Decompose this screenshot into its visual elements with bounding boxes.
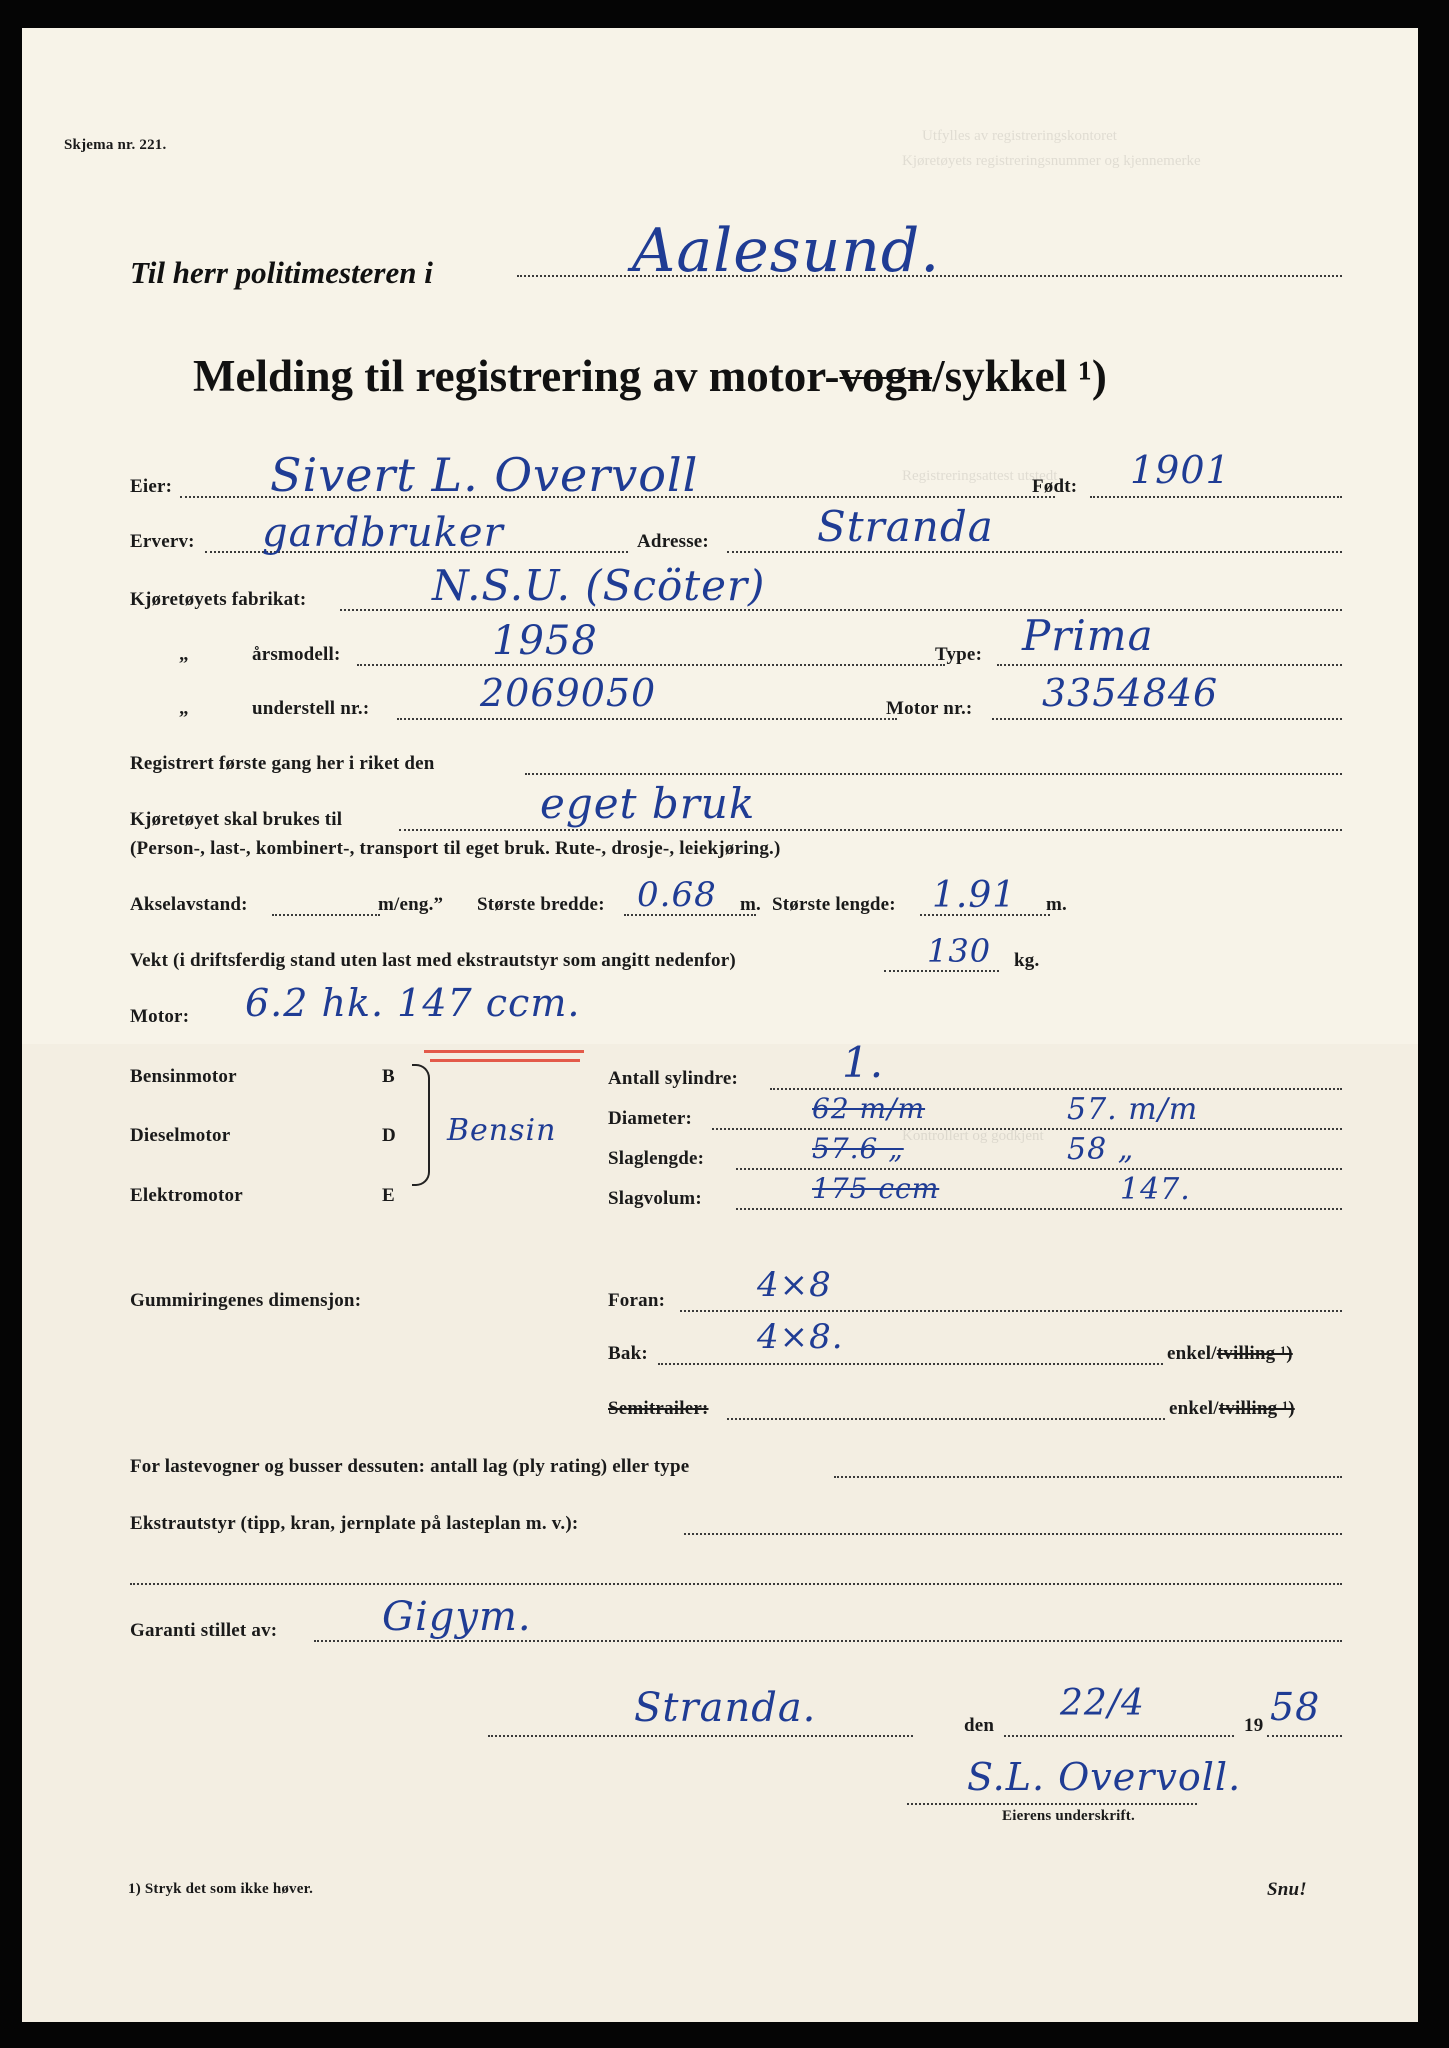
fabrikat-label: Kjøretøyets fabrikat: [130,589,307,610]
motortype-selected: Bensin [447,1113,557,1148]
date-value: 22/4 [1060,1683,1145,1724]
den-label: den [964,1715,995,1736]
slagvolum-label: Slagvolum: [608,1188,702,1209]
vekt-line [884,970,999,972]
garanti-line [314,1640,1342,1642]
title-prefix: Melding til registrering av motor- [193,351,840,401]
type-label: Type: [935,644,983,665]
understell-value: 2069050 [480,671,657,715]
type-line [997,664,1342,666]
foran-label: Foran: [608,1290,666,1311]
understell-line [397,718,897,720]
sylindre-label: Antall sylindre: [608,1068,739,1089]
semitrailer-label-struck: Semitrailer: [608,1398,709,1419]
bak-tvilling-struck: tvilling ¹) [1216,1343,1293,1364]
lengde-label: Største lengde: [772,894,896,915]
place-line [488,1735,913,1737]
slaglengde-line [736,1168,1342,1170]
registrert-label: Registrert første gang her i riket den [130,753,435,774]
motortype-name: Dieselmotor [130,1125,231,1146]
bredde-value: 0.68 [637,875,717,915]
diameter-line [712,1128,1342,1130]
year-value: 58 [1270,1685,1321,1729]
motor-label: Motor: [130,1006,190,1027]
diameter-old-value: 62 m/m [812,1092,926,1125]
bredde-unit: m. [740,894,761,915]
bak-line [658,1363,1163,1365]
eier-label: Eier: [130,476,173,497]
motor-value: 6.2 hk. 147 ccm. [245,981,581,1025]
signature-line [907,1803,1197,1805]
year-prefix: 19 [1244,1715,1264,1736]
lengde-value: 1.91 [932,875,1017,916]
motortype-brace [412,1122,430,1186]
red-pencil-mark [430,1059,580,1062]
slagvolum-line [736,1208,1342,1210]
bleed-through-text: Kjøretøyets registreringsnummer og kjennemerke [902,153,1201,169]
slaglengde-value: 58 „ [1067,1132,1135,1167]
lengde-unit: m. [1046,894,1067,915]
lastevogner-label: For lastevogner og busser dessuten: antall lag (ply rating) eller type [130,1456,690,1477]
bleed-through-text: Utfylles av registreringskontoret [922,128,1117,144]
slagvolum-value: 147. [1120,1172,1191,1207]
date-line [1004,1735,1234,1737]
bruk-line [399,829,1342,831]
adresse-line [727,551,1342,553]
motortype-brace [412,1064,430,1124]
form-sheet [22,28,1418,2022]
aksel-label: Akselavstand: [130,894,248,915]
bleed-through-text: Kontrollert og godkjent [902,1128,1044,1144]
form-title [193,350,1107,402]
garanti-value: Gigym. [382,1594,532,1640]
erverv-label: Erverv: [130,531,195,552]
slagvolum-old-value: 175 ccm [812,1172,940,1205]
semitrailer-tvilling-struck: tvilling ¹) [1218,1398,1295,1419]
sylindre-value: 1. [842,1038,885,1087]
fodt-label: Født: [1032,476,1078,497]
bruk-value: eget bruk [540,779,756,828]
sylindre-line [770,1088,1342,1090]
semitrailer-line [727,1418,1165,1420]
adresse-label: Adresse: [637,531,709,552]
adresse-value: Stranda [817,502,994,551]
turn-page-note: Snu! [1267,1879,1307,1900]
owner-signature: S.L. Overvoll. [967,1755,1242,1799]
motortype-code: D [382,1125,396,1146]
foran-value: 4×8 [757,1265,832,1305]
motor-nr-label: Motor nr.: [886,698,973,719]
signature-caption: Eierens underskrift. [1002,1808,1135,1824]
registrert-line [525,773,1342,775]
year-line [1267,1735,1342,1737]
slaglengde-label: Slaglengde: [608,1148,705,1169]
bruk-label: Kjøretøyet skal brukes til [130,809,343,830]
bak-enkel: enkel/ [1167,1343,1217,1364]
lastevogner-line [834,1476,1342,1478]
bak-label: Bak: [608,1343,648,1364]
diameter-value: 57. m/m [1067,1092,1199,1127]
eier-value: Sivert L. Overvoll [270,448,699,502]
bruk-note: (Person-, last-, kombinert-, transport til eget bruk. Rute-, drosje-, leiekjøring.) [130,838,781,859]
title-struck-word: vogn [839,351,933,401]
arsmodell-ditto: „ [179,644,189,665]
arsmodell-line [357,664,945,666]
addressee-label: Til herr politimesteren i [130,255,433,290]
semitrailer-enkel: enkel/ [1169,1398,1219,1419]
motor-nr-line [992,718,1342,720]
diameter-label: Diameter: [608,1108,693,1129]
addressee-city: Aalesund. [632,216,941,286]
type-value: Prima [1022,611,1154,660]
bak-value: 4×8. [757,1317,844,1357]
motortype-code: E [382,1185,395,1206]
semitrailer-enkel-tvilling [1169,1398,1295,1420]
vekt-value: 130 [927,932,992,970]
erverv-value: gardbruker [262,510,504,556]
slaglengde-old-value: 57.6 „ [812,1132,904,1165]
vekt-label: Vekt (i driftsferdig stand uten last med ekstrautstyr som angitt nedenfor) [130,950,736,971]
bredde-label: Største bredde: [477,894,605,915]
arsmodell-value: 1958 [492,618,598,664]
title-suffix: /sykkel ¹) [932,351,1107,401]
aksel-line [272,914,380,916]
ekstrautstyr-label: Ekstrautstyr (tipp, kran, jernplate på lasteplan m. v.): [130,1513,579,1534]
place-value: Stranda. [634,1685,817,1731]
footnote: 1) Stryk det som ikke høver. [128,1881,314,1897]
motortype-name: Elektromotor [130,1185,243,1206]
aksel-unit: m/eng.” [378,894,444,915]
arsmodell-label: årsmodell: [252,644,341,665]
motor-nr-value: 3354846 [1042,671,1219,715]
understell-label: understell nr.: [252,698,370,719]
ekstrautstyr-line-2 [130,1583,1342,1585]
schema-number: Skjema nr. 221. [64,137,167,153]
tyres-label: Gummiringenes dimensjon: [130,1290,362,1311]
bak-enkel-tvilling [1167,1343,1293,1365]
vekt-unit: kg. [1014,950,1040,971]
red-pencil-mark [424,1050,584,1053]
ekstrautstyr-line [684,1533,1342,1535]
bleed-through-text: Registreringsattest utstedt [902,468,1058,484]
understell-ditto: „ [179,698,189,719]
foran-line [680,1310,1342,1312]
motortype-name: Bensinmotor [130,1066,237,1087]
garanti-label: Garanti stillet av: [130,1620,278,1641]
fodt-value: 1901 [1130,448,1231,492]
fabrikat-value: N.S.U. (Scöter) [432,561,766,610]
fodt-line [1090,496,1342,498]
motortype-code: B [382,1066,395,1087]
